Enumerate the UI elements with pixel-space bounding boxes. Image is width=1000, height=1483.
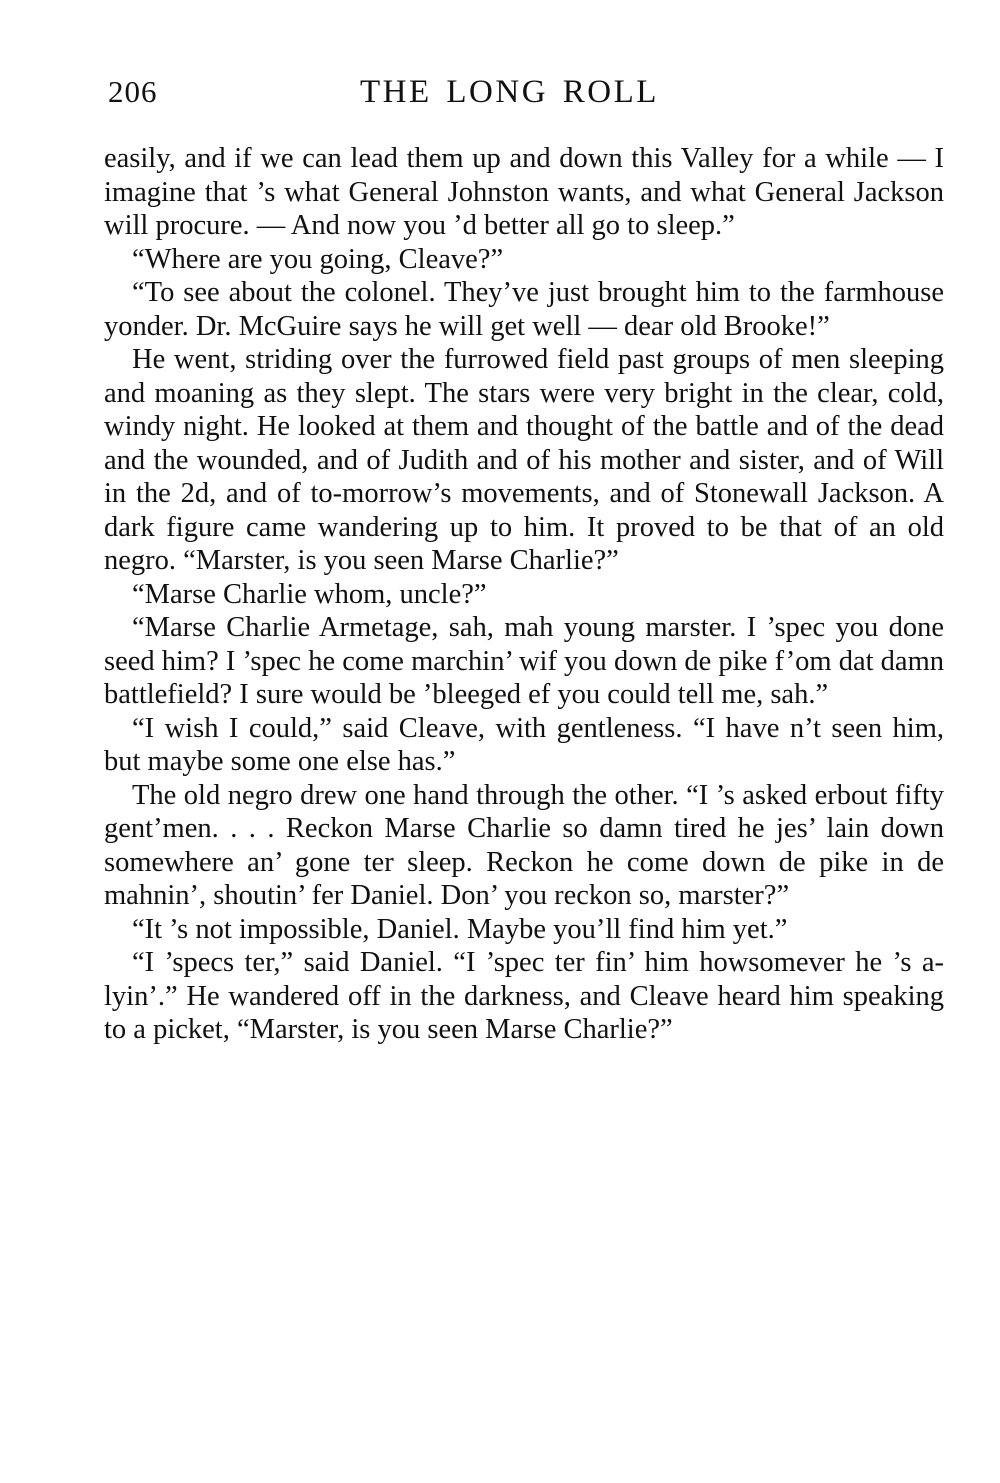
paragraph: “I wish I could,” said Cleave, with gentleness. “I have n’t seen him, but maybe some one else has.” — [104, 712, 944, 777]
running-title: THE LONG ROLL — [360, 74, 659, 110]
paragraph: “To see about the colonel. They’ve just brought him to the farmhouse yonder. Dr. McGuire says he will get well — dear old Brooke!” — [104, 277, 944, 342]
paragraph: “Marse Charlie Armetage, sah, mah young marster. I ’spec you done seed him? I ’spec he come marchin’ wif you down de pike f’om dat damn battlefield? I sure would be ’bleeged ef you could tell me, sah.” — [104, 612, 944, 710]
paragraph: easily, and if we can lead them up and down this Valley for a while — I imagine that ’s what General Johnston wants, and what General Jackson will procure. — And now you ’d better all go to sleep.” — [104, 143, 944, 241]
body-text — [104, 142, 944, 1047]
paragraph: He went, striding over the furrowed field past groups of men sleeping and moaning as they slept. The stars were very bright in the clear, cold, windy night. He looked at them and thought of the battle and of the dead and the wounded, and of Judith and of his mother and sister, and of Will in the 2d, and of to-morrow’s movements, and of Stonewall Jackson. A dark figure came wandering up to him. It proved to be that of an old negro. “Marster, is you seen Marse Charlie?” — [104, 344, 944, 576]
paragraph: The old negro drew one hand through the other. “I ’s asked erbout fifty gent’men. . . . Reckon Marse Charlie so damn tired he jes’ lain down somewhere an’ gone ter sleep. Reckon he come down de pike in de mahnin’, shoutin’ fer Daniel. Don’ you reckon so, marster?” — [104, 779, 944, 911]
paragraph: “Marse Charlie whom, uncle?” — [132, 578, 487, 610]
page-number: 206 — [108, 74, 158, 109]
paragraph: “It ’s not impossible, Daniel. Maybe you’ll find him yet.” — [132, 913, 788, 945]
paragraph: “Where are you going, Cleave?” — [132, 243, 504, 275]
running-head — [108, 74, 948, 124]
paragraph: “I ’specs ter,” said Daniel. “I ’spec ter fin’ him howsomever he ’s a-lyin’.” He wandered off in the darkness, and Cleave heard him speaking to a picket, “Marster, is you seen Marse Charlie?” — [104, 947, 944, 1045]
